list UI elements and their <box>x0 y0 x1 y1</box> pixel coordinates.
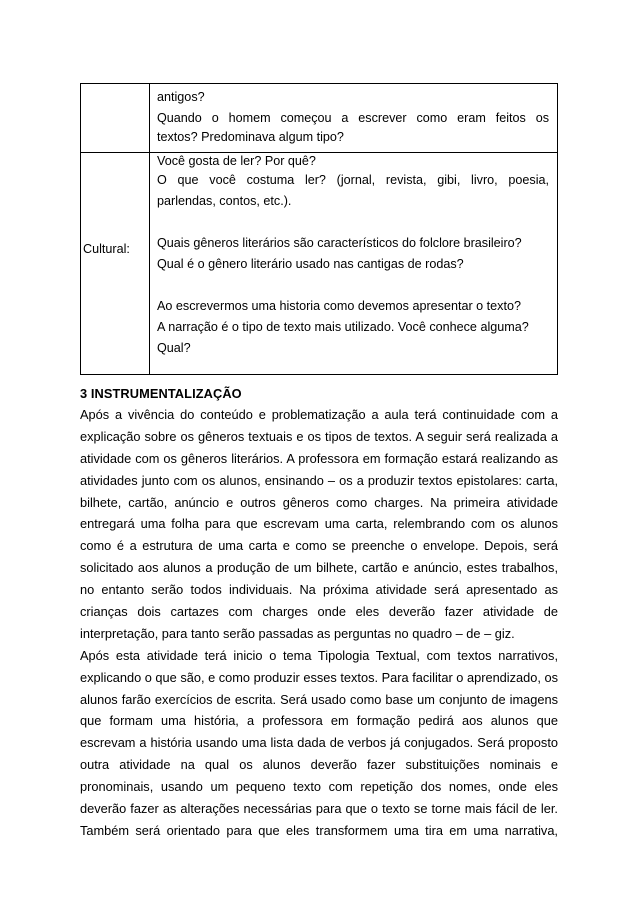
text-line: deverão fazer as alterações necessárias para que o texto se torne mais fácil de ler. <box>80 801 558 817</box>
text-line: explicação sobre os gêneros textuais e os tipos de textos. A seguir será realizada a <box>80 428 558 444</box>
text-line: escrevam a história usando uma lista dada de verbos já conjugados. Será proposto <box>80 735 558 751</box>
row-content-cell <box>150 84 558 153</box>
question-line: Ao escrevermos uma historia como devemos apresentar o texto? <box>157 299 521 313</box>
question-line: Você gosta de ler? Por quê? <box>157 154 316 168</box>
text-line: interpretação, para tanto serão passadas as perguntas no quadro – de – giz. <box>80 625 515 641</box>
body-paragraph <box>80 404 558 842</box>
text-line: que formam uma história, a professora em formação pedirá aos alunos que <box>80 713 558 729</box>
text-line: explicando o que são, e como produzir esses textos. Para facilitar o aprendizado, os <box>80 669 559 685</box>
text-line: atividade com os gêneros literários. A professora em formação estará realizando as <box>80 450 558 466</box>
text-line: no entanto serão todos individuais. Na próxima atividade será apresentado as <box>80 582 558 598</box>
text-line: Também será orientado para que eles transformem uma tira em uma narrativa, <box>80 822 558 838</box>
table-row <box>81 153 558 375</box>
question-line: antigos? <box>157 90 205 104</box>
text-line: Após a vivência do conteúdo e problematização a aula terá continuidade com a <box>80 407 558 422</box>
text-line: solicitado aos alunos a produção de um bilhete, cartão e anúncio, estes trabalhos, <box>80 560 558 576</box>
row-content-cell <box>150 153 558 375</box>
cultural-label: Cultural: <box>83 242 130 256</box>
question-line: O que você costuma ler? (jornal, revista, gibi, livro, poesia, <box>157 173 549 187</box>
text-line: Após esta atividade terá inicio o tema Tipologia Textual, com textos narrativos, <box>80 647 558 663</box>
section-heading: 3 INSTRUMENTALIZAÇÃO <box>80 386 242 401</box>
text-line: atividades junto com os alunos, ensinando – os a produzir textos epistolares: carta, <box>80 472 558 488</box>
questions-table <box>80 83 558 375</box>
spacer <box>157 212 549 233</box>
text-line: crianças dois cartazes com charges onde eles deverão fazer atividade de <box>80 604 558 620</box>
question-line: parlendas, contos, etc.). <box>157 194 292 208</box>
question-line: Quando o homem começou a escrever como eram feitos os <box>157 111 549 125</box>
question-line: Qual? <box>157 341 191 355</box>
question-line: Quais gêneros literários são característicos do folclore brasileiro? <box>157 236 522 250</box>
text-line: como é a estrutura de uma carta e como se preenche o envelope. Depois, será <box>80 538 558 554</box>
question-line: A narração é o tipo de texto mais utilizado. Você conhece alguma? <box>157 320 529 334</box>
text-line: outra atividade na qual os alunos deverão fazer substituições nominais e <box>80 757 558 773</box>
row-label-cell <box>81 84 150 153</box>
row-label-cell <box>81 153 150 375</box>
spacer <box>157 275 549 296</box>
text-line: pronominais, usando um pequeno texto com repetição dos nomes, onde eles <box>80 779 558 795</box>
text-line: alunos farão exercícios de escrita. Será usado como base um conjunto de imagens <box>80 691 558 707</box>
question-line: Qual é o gênero literário usado nas cantigas de rodas? <box>157 257 464 271</box>
text-line: bilhete, cartão, anúncio e outros gêneros como charges. Na primeira atividade <box>80 494 558 510</box>
text-line: entregará uma folha para que escrevam uma carta, relembrando com os alunos <box>80 516 558 532</box>
question-line: textos? Predominava algum tipo? <box>157 130 344 144</box>
table-row <box>81 84 558 153</box>
